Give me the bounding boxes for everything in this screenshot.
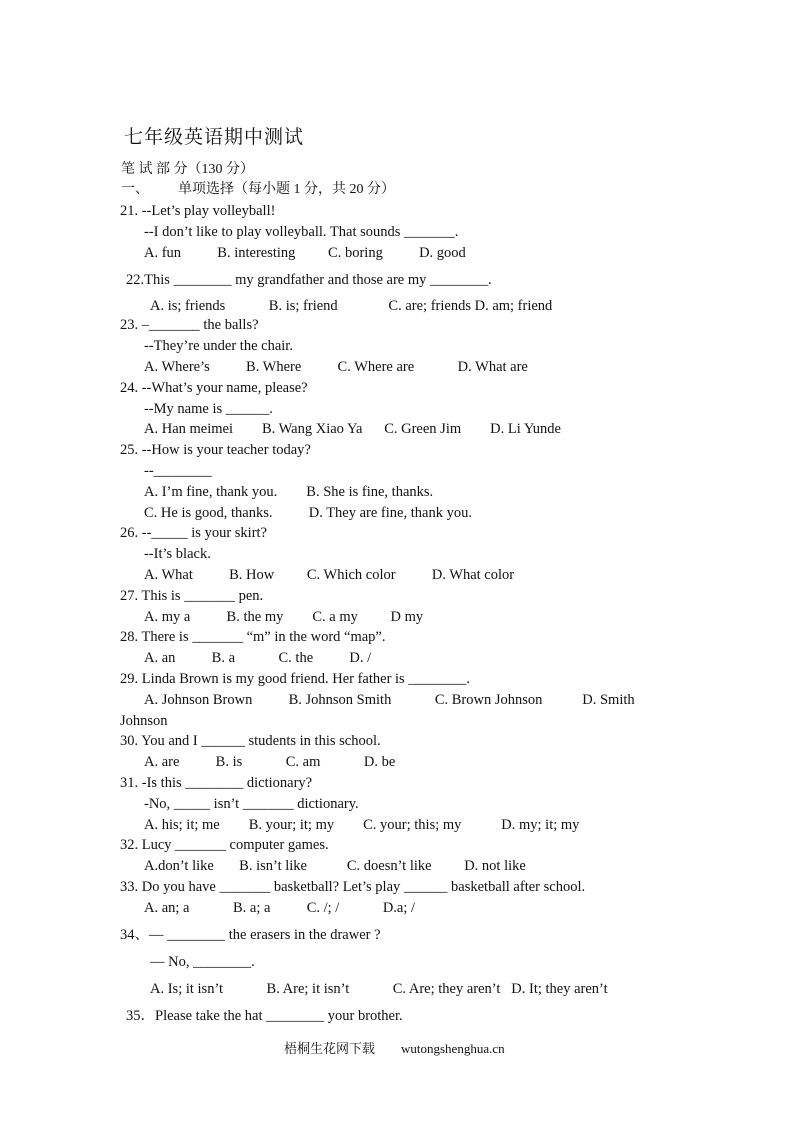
question-line: A. What B. How C. Which color D. What color bbox=[144, 567, 515, 583]
question-line: C. He is good, thanks. D. They are fine, thank you. bbox=[144, 505, 472, 521]
question-line: Johnson bbox=[120, 713, 168, 729]
question-line: A. an; a B. a; a C. /; / D.a; / bbox=[144, 900, 416, 916]
question-line: A. Is; it isn’t B. Are; it isn’t C. Are; they aren’t D. It; they aren’t bbox=[150, 981, 608, 997]
question-line: 24. --What’s your name, please? bbox=[120, 380, 308, 396]
question-line: A. Johnson Brown B. Johnson Smith C. Brown Johnson D. Smith bbox=[144, 692, 635, 708]
question-line: A. are B. is C. am D. be bbox=[144, 754, 396, 770]
question-line: 26. --_____ is your skirt? bbox=[120, 525, 267, 541]
section-number: 一、 bbox=[121, 182, 149, 197]
question-line: --I don’t like to play volleyball. That sounds _______. bbox=[144, 224, 459, 240]
question-line: A. fun B. interesting C. boring D. good bbox=[144, 245, 466, 261]
section-subtitle: 笔 试 部 分（130 分） bbox=[121, 162, 254, 177]
question-line: 30. You and I ______ students in this school. bbox=[120, 733, 381, 749]
question-line: --It’s black. bbox=[144, 546, 211, 562]
question-line: 28. There is _______ “m” in the word “map”. bbox=[120, 629, 386, 645]
question-line: 25. --How is your teacher today? bbox=[120, 442, 311, 458]
question-line: A. Han meimei B. Wang Xiao Ya C. Green Jim D. Li Yunde bbox=[144, 421, 561, 437]
question-line: — No, ________. bbox=[150, 954, 255, 970]
question-line: 29. Linda Brown is my good friend. Her father is ________. bbox=[120, 671, 470, 687]
question-line: --My name is ______. bbox=[144, 401, 273, 417]
question-line: 22.This ________ my grandfather and those are my ________. bbox=[126, 272, 492, 288]
question-line: 31. -Is this ________ dictionary? bbox=[120, 775, 313, 791]
question-line: 32. Lucy _______ computer games. bbox=[120, 837, 329, 853]
question-line: -No, _____ isn’t _______ dictionary. bbox=[144, 796, 359, 812]
question-line: 27. This is _______ pen. bbox=[120, 588, 264, 604]
question-line: 34、— ________ the erasers in the drawer ? bbox=[120, 927, 381, 943]
question-line: A.don’t like B. isn’t like C. doesn’t like D. not like bbox=[144, 858, 526, 874]
question-line: A. is; friends B. is; friend C. are; friends D. am; friend bbox=[150, 298, 553, 314]
question-line: A. my a B. the my C. a my D my bbox=[144, 609, 424, 625]
section-heading: 单项选择（每小题 1 分，共 20 分） bbox=[178, 182, 395, 197]
question-line: 33. Do you have _______ basketball? Let’s play ______ basketball after school. bbox=[120, 879, 586, 895]
question-line: --They’re under the chair. bbox=[144, 338, 293, 354]
question-line: A. an B. a C. the D. / bbox=[144, 650, 372, 666]
question-line: 23. –_______ the balls? bbox=[120, 317, 259, 333]
question-line: A. I’m fine, thank you. B. She is fine, thanks. bbox=[144, 484, 434, 500]
question-line: 35．Please take the hat ________ your brother. bbox=[126, 1008, 403, 1024]
page-title: 七年级英语期中测试 bbox=[124, 127, 305, 148]
question-line: --________ bbox=[144, 463, 212, 479]
question-line: A. Where’s B. Where C. Where are D. What are bbox=[144, 359, 528, 375]
question-line: A. his; it; me B. your; it; my C. your; this; my D. my; it; my bbox=[144, 817, 580, 833]
question-line: 21. --Let’s play volleyball! bbox=[120, 203, 276, 219]
page-footer: 梧桐生花网下载 wutongshenghua.cn bbox=[284, 1041, 505, 1056]
